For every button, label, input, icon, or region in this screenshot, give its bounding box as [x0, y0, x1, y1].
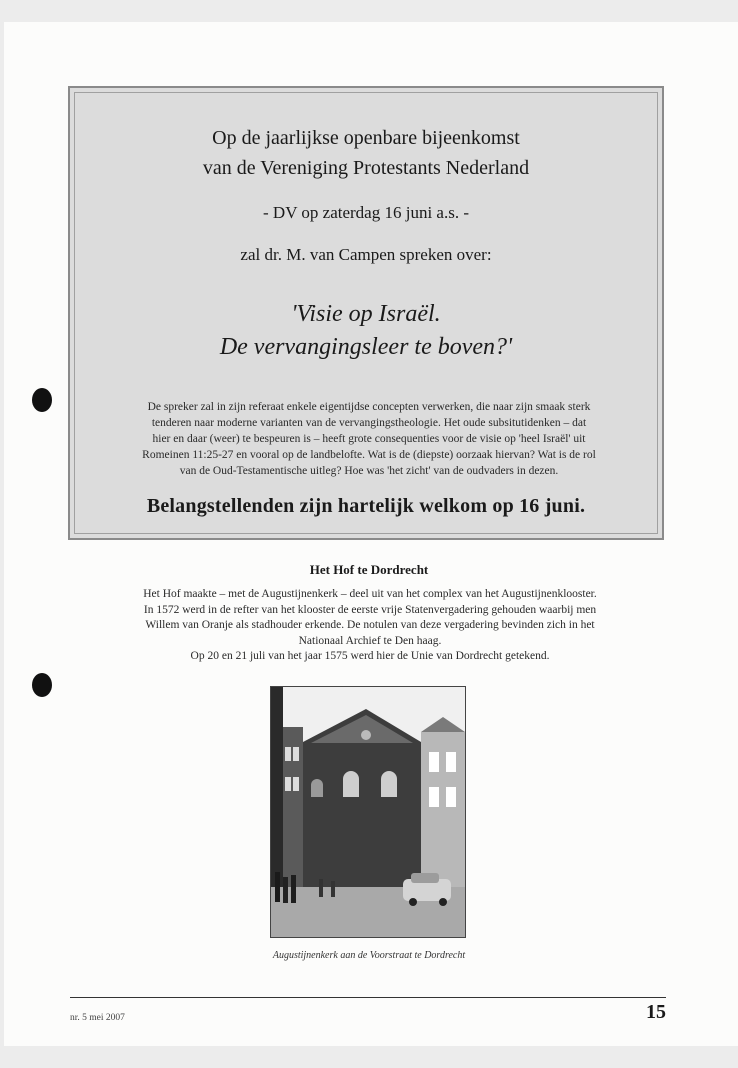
heading-line-2: van de Vereniging Protestants Nederland	[202, 157, 530, 179]
church-photo-illustration	[271, 687, 465, 937]
announcement-heading	[75, 123, 657, 183]
welcome-line: Belangstellenden zijn hartelijk welkom op 16 juni.	[146, 495, 586, 517]
page-number: 15	[646, 1001, 666, 1023]
date-line: - DV op zaterdag 16 juni a.s. -	[263, 203, 469, 222]
announcement-inner-frame	[74, 92, 658, 534]
announcement-body	[103, 399, 635, 479]
section-line: Willem van Oranje als stadhouder erkende. De notulen van deze vergadering bevinden zich in het	[145, 619, 595, 631]
body-line: hier en daar (weer) te bespeuren is – heeft grote consequenties voor de visie op 'heel Israël' uit	[152, 433, 586, 445]
church-photo	[270, 686, 466, 938]
body-line: De spreker zal in zijn referaat enkele eigentijdse concepten verwerken, die naar zijn smaak sterk	[147, 401, 591, 413]
body-line: van de Oud-Testamentische uitleg? Hoe was 'het zicht' van de oudvaders in dezen.	[179, 465, 559, 477]
lecture-title	[75, 298, 657, 364]
heading-line-1: Op de jaarlijkse openbare bijeenkomst	[212, 127, 520, 149]
lecture-title-line-2: De vervangingsleer te boven?'	[219, 334, 513, 360]
photo-caption: Augustijnenkerk aan de Voorstraat te Dordrecht	[272, 950, 466, 961]
footer-rule	[70, 997, 666, 998]
announcement-box	[68, 86, 664, 540]
punch-hole-top	[32, 388, 52, 412]
punch-hole-bottom	[32, 673, 52, 697]
speaker-line: zal dr. M. van Campen spreken over:	[240, 245, 492, 264]
body-line: Romeinen 11:25-27 en vooral op de landbelofte. Wat is de (diepste) oorzaak hiervan? Wat is de rol	[142, 449, 596, 461]
issue-label: nr. 5 mei 2007	[70, 1013, 125, 1023]
section-body	[98, 587, 642, 665]
section-line: Het Hof maakte – met de Augustijnenkerk – deel uit van het complex van het Augustijnenklooster.	[143, 588, 597, 600]
section-line: Nationaal Archief te Den haag.	[298, 634, 442, 647]
body-line: tenderen naar moderne varianten van de vervangingstheologie. Het oude subsitutidenken – dat	[151, 417, 587, 429]
section-title: Het Hof te Dordrecht	[309, 562, 429, 577]
section-line: In 1572 werd in de refter van het klooster de eerste vrije Statenvergadering gehouden waarbij men	[143, 603, 597, 616]
lecture-title-line-1: 'Visie op Israël.	[291, 301, 441, 327]
section-line: Op 20 en 21 juli van het jaar 1575 werd hier de Unie van Dordrecht getekend.	[190, 650, 550, 662]
